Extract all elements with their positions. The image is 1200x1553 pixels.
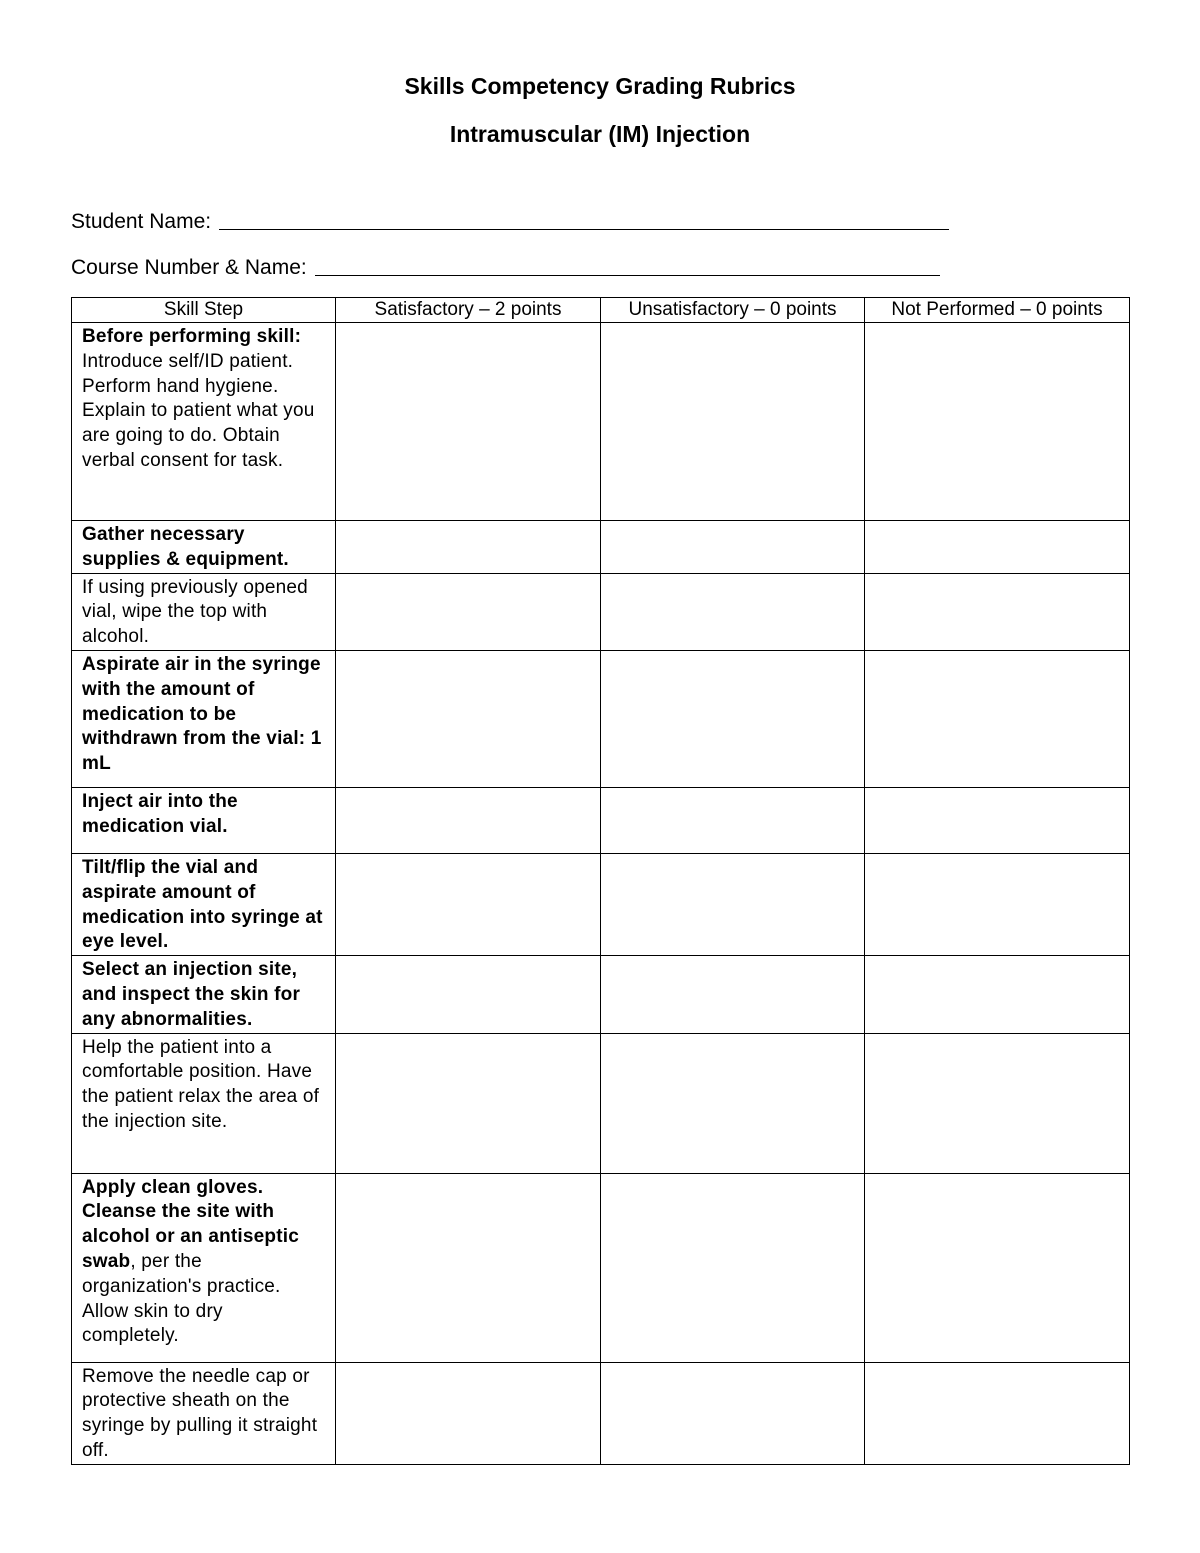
skill-step-bold-text: Before performing skill: (82, 326, 302, 347)
course-field (71, 255, 940, 281)
table-header-row (72, 298, 1130, 323)
table-row (72, 1033, 1130, 1173)
skill-step-text: Help the patient into a comfortable position. Have the patient relax the area of the injection site. (82, 1036, 320, 1132)
table-row (72, 956, 1130, 1033)
column-header-skill-step: Skill Step (72, 298, 336, 323)
column-header-satisfactory: Satisfactory – 2 points (336, 298, 601, 323)
satisfactory-cell[interactable] (336, 323, 601, 521)
skill-step-bold-text: Tilt/flip the vial and aspirate amount of medication into syringe at eye level. (82, 856, 323, 953)
course-label: Course Number & Name: (71, 256, 307, 279)
unsatisfactory-cell[interactable] (601, 1173, 865, 1362)
unsatisfactory-cell[interactable] (601, 853, 865, 955)
not-performed-cell[interactable] (865, 787, 1130, 853)
satisfactory-cell[interactable] (336, 1033, 601, 1173)
skill-step-cell (72, 521, 336, 574)
skill-step-text: If using previously opened vial, wipe the top with alcohol. (82, 576, 308, 648)
skill-step-text: , per the organization's practice. Allow skin to dry completely. (82, 1250, 281, 1347)
skill-step-cell (72, 1362, 336, 1464)
satisfactory-cell[interactable] (336, 787, 601, 853)
unsatisfactory-cell[interactable] (601, 956, 865, 1033)
skill-step-text: Remove the needle cap or protective sheath on the syringe by pulling it straight off. (82, 1365, 318, 1461)
unsatisfactory-cell[interactable] (601, 650, 865, 787)
rubric-table (71, 297, 1130, 1465)
skill-step-text: Introduce self/ID patient. Perform hand hygiene. Explain to patient what you are going to do. Obtain verbal consent for task. (82, 350, 315, 471)
unsatisfactory-cell[interactable] (601, 323, 865, 521)
student-name-label: Student Name: (71, 210, 212, 233)
satisfactory-cell[interactable] (336, 1362, 601, 1464)
table-row (72, 1362, 1130, 1464)
skill-step-cell (72, 323, 336, 521)
not-performed-cell[interactable] (865, 1173, 1130, 1362)
skill-step-cell (72, 787, 336, 853)
column-header-not-performed: Not Performed – 0 points (865, 298, 1130, 323)
not-performed-cell[interactable] (865, 573, 1130, 650)
not-performed-cell[interactable] (865, 956, 1130, 1033)
satisfactory-cell[interactable] (336, 573, 601, 650)
student-name-field (71, 209, 949, 235)
satisfactory-cell[interactable] (336, 521, 601, 574)
not-performed-cell[interactable] (865, 1033, 1130, 1173)
skill-step-cell (72, 650, 336, 787)
not-performed-cell[interactable] (865, 521, 1130, 574)
not-performed-cell[interactable] (865, 853, 1130, 955)
table-row (72, 787, 1130, 853)
document-title: Skills Competency Grading Rubrics (404, 73, 796, 99)
unsatisfactory-cell[interactable] (601, 521, 865, 574)
satisfactory-cell[interactable] (336, 853, 601, 955)
table-row (72, 650, 1130, 787)
skill-step-cell (72, 1173, 336, 1362)
skill-step-bold-text: Inject air into the medication vial. (82, 790, 238, 837)
table-row (72, 573, 1130, 650)
satisfactory-cell[interactable] (336, 650, 601, 787)
skill-step-cell (72, 573, 336, 650)
student-name-blank[interactable] (219, 215, 949, 230)
unsatisfactory-cell[interactable] (601, 573, 865, 650)
satisfactory-cell[interactable] (336, 1173, 601, 1362)
skill-step-bold-text: Gather necessary supplies & equipment. (82, 524, 289, 570)
not-performed-cell[interactable] (865, 650, 1130, 787)
skill-step-cell (72, 853, 336, 955)
unsatisfactory-cell[interactable] (601, 1362, 865, 1464)
unsatisfactory-cell[interactable] (601, 787, 865, 853)
unsatisfactory-cell[interactable] (601, 1033, 865, 1173)
not-performed-cell[interactable] (865, 1362, 1130, 1464)
table-row (72, 323, 1130, 521)
not-performed-cell[interactable] (865, 323, 1130, 521)
skill-step-bold-text: Aspirate air in the syringe with the amount of medication to be withdrawn from the vial: 1 mL (82, 653, 322, 775)
skill-step-cell (72, 1033, 336, 1173)
table-row (72, 521, 1130, 574)
satisfactory-cell[interactable] (336, 956, 601, 1033)
skill-step-bold-text: Select an injection site, and inspect the skin for any abnormalities. (82, 959, 301, 1030)
document-subtitle: Intramuscular (IM) Injection (449, 121, 751, 147)
table-row (72, 1173, 1130, 1362)
table-row (72, 853, 1130, 955)
column-header-unsatisfactory: Unsatisfactory – 0 points (601, 298, 865, 323)
course-blank[interactable] (315, 261, 940, 276)
skill-step-bold-text: Apply clean gloves. Cleanse the site with alcohol or an antiseptic swab (82, 1176, 300, 1272)
skill-step-cell (72, 956, 336, 1033)
